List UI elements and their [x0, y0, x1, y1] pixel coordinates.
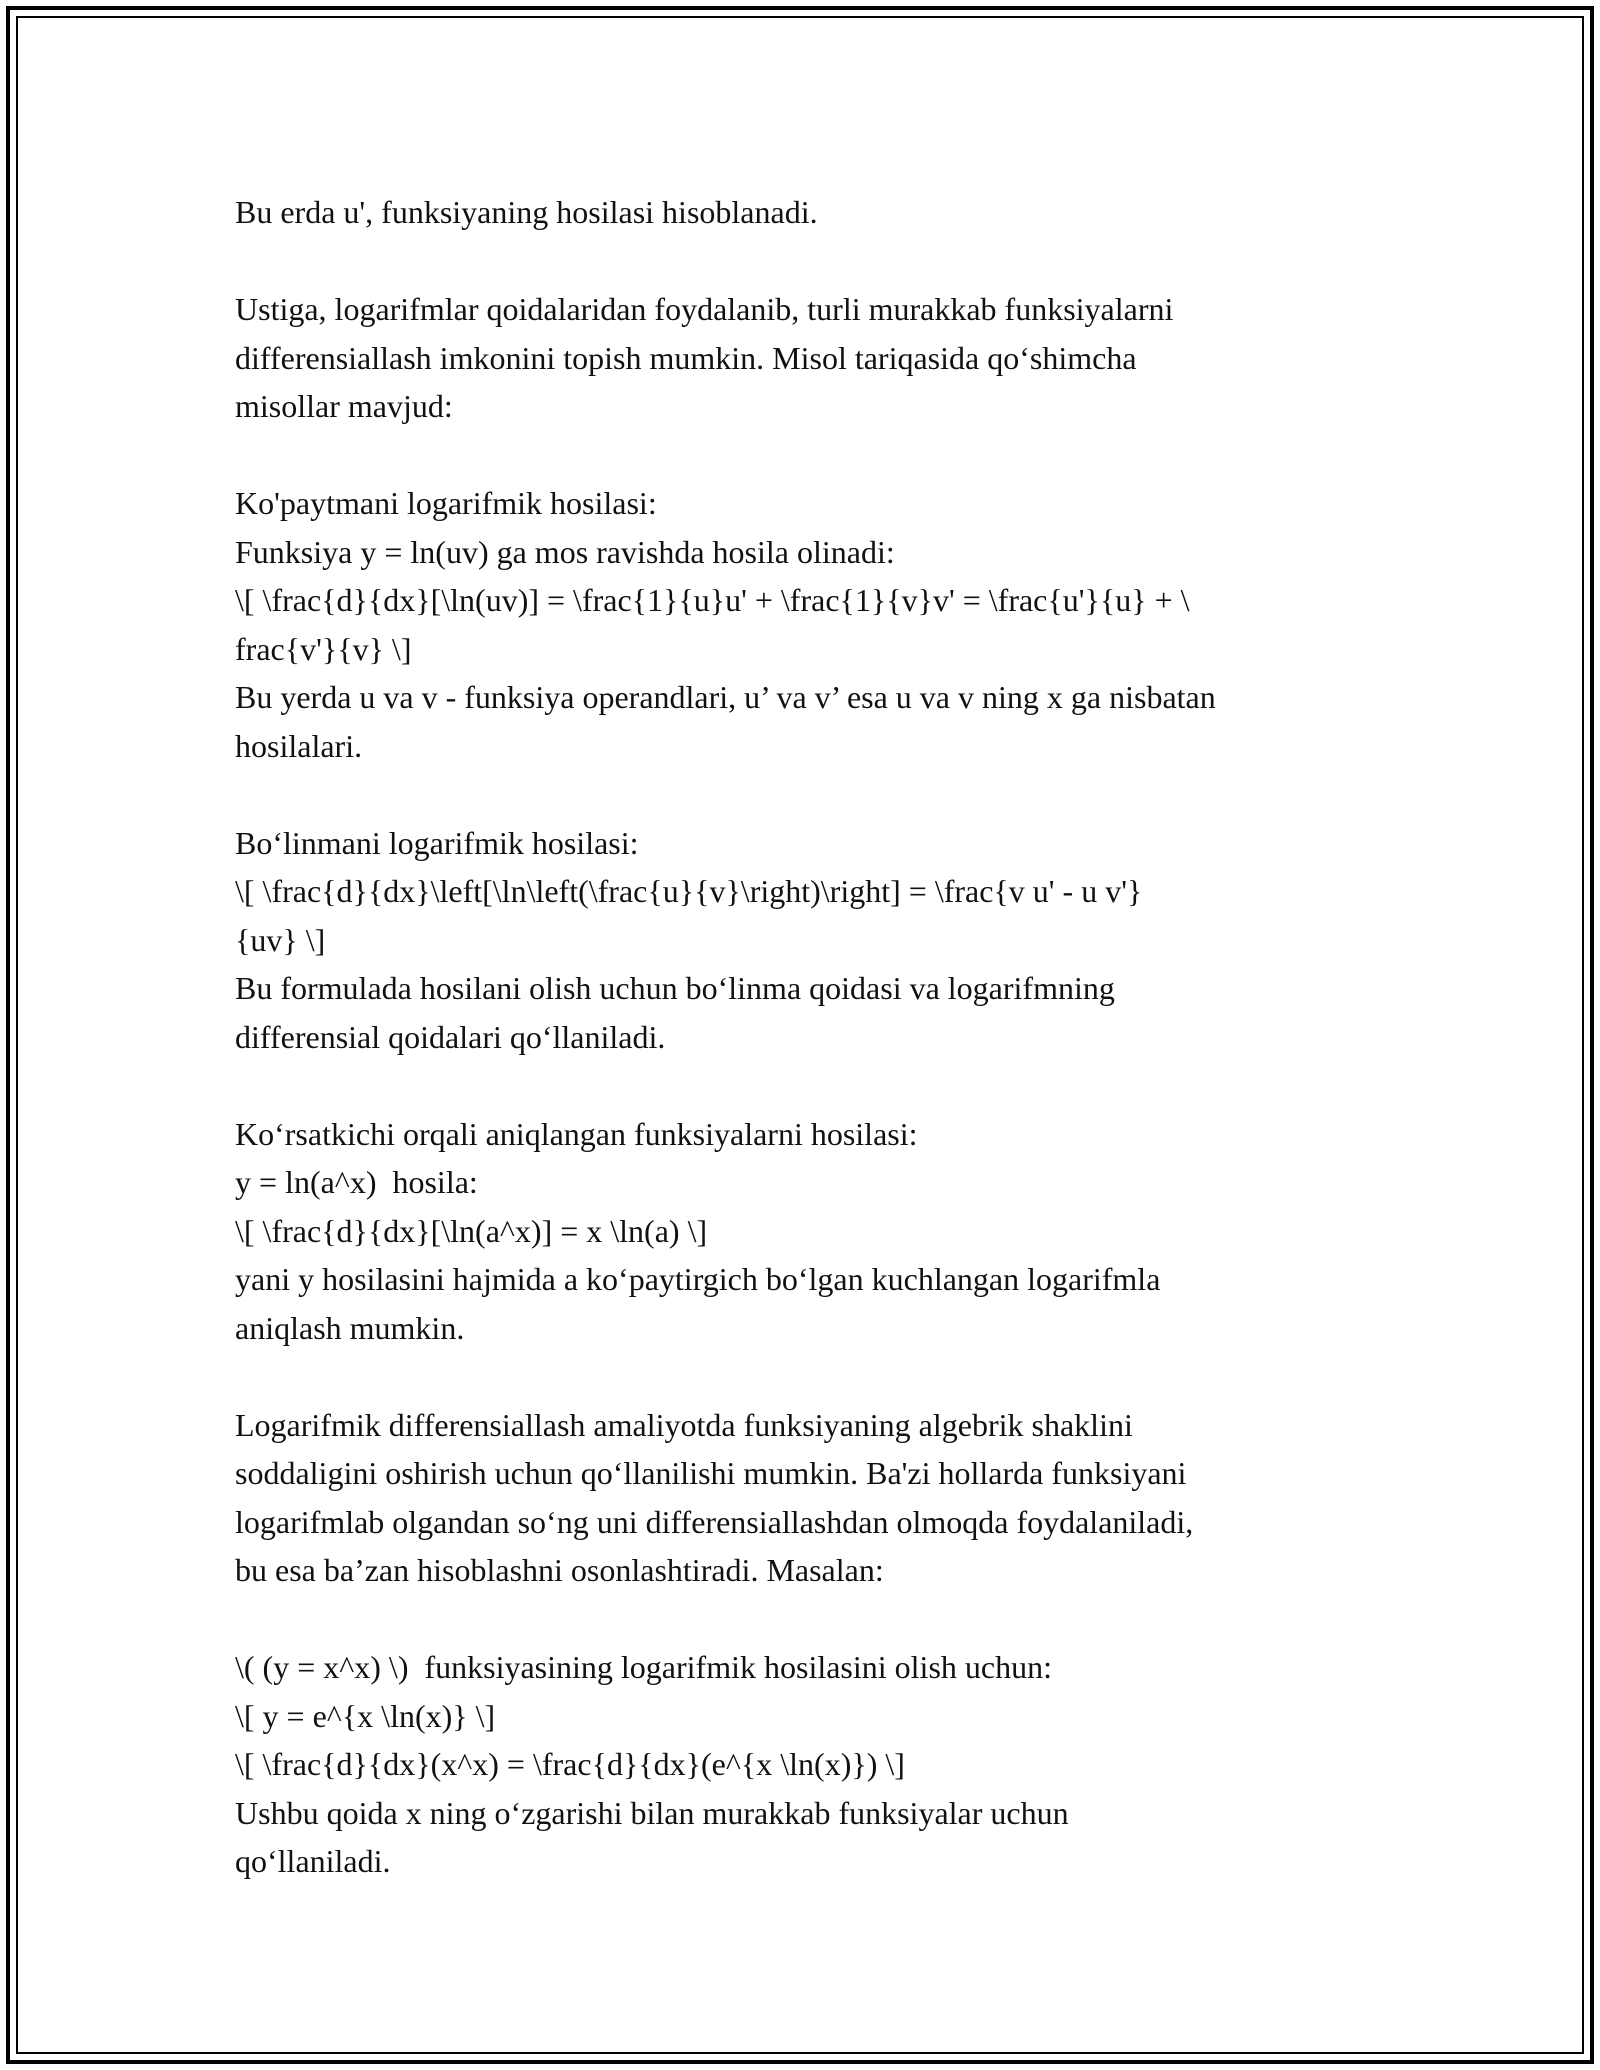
formula-line: \[ \frac{d}{dx}\left[\ln\left(\frac{u}{v}\right)\right] = \frac{v u' - u v'}	[235, 873, 1143, 909]
text-line: soddaligini oshirish uchun qo‘llanilishi mumkin. Ba'zi hollarda funksiyani	[235, 1455, 1187, 1491]
text-line: Ushbu qoida x ning o‘zgarishi bilan murakkab funksiyalar uchun	[235, 1794, 1069, 1831]
paragraph-6	[235, 1401, 1375, 1595]
text-line: y = ln(a^x) hosila:	[235, 1164, 478, 1200]
text-line: qo‘llaniladi.	[235, 1843, 391, 1879]
section-heading: Bo‘linmani logarifmik hosilasi:	[235, 824, 639, 861]
paragraph-2	[235, 285, 1375, 431]
paragraph-1	[235, 188, 1375, 237]
text-line: logarifmlab olgandan so‘ng uni differensiallashdan olmoqda foydalaniladi,	[235, 1503, 1194, 1540]
text-line: \( (y = x^x) \) funksiyasining logarifmik hosilasini olish uchun:	[235, 1649, 1052, 1685]
text-line: Bu erda u', funksiyaning hosilasi hisoblanadi.	[235, 194, 818, 230]
formula-line: {uv} \]	[235, 921, 326, 958]
text-line: hosilalari.	[235, 727, 363, 764]
formula-line: \[ \frac{d}{dx}[\ln(uv)] = \frac{1}{u}u' + \frac{1}{v}v' = \frac{u'}{u} + \	[235, 582, 1190, 618]
section-heading: Ko‘rsatkichi orqali aniqlangan funksiyalarni hosilasi:	[235, 1115, 918, 1152]
text-line: differensiallash imkonini topish mumkin. Misol tariqasida qo‘shimcha	[235, 339, 1137, 376]
text-line: Bu formulada hosilani olish uchun bo‘linma qoidasi va logarifmning	[235, 970, 1115, 1006]
formula-line: \[ \frac{d}{dx}[\ln(a^x)] = x \ln(a) \]	[235, 1212, 708, 1249]
paragraph-gap	[235, 1352, 1375, 1401]
text-line: misollar mavjud:	[235, 388, 453, 424]
paragraph-gap	[235, 770, 1375, 819]
paragraph-3	[235, 479, 1375, 770]
paragraph-gap	[235, 237, 1375, 286]
paragraph-5	[235, 1110, 1375, 1353]
text-line: Ustiga, logarifmlar qoidalaridan foydalanib, turli murakkab funksiyalarni	[235, 291, 1174, 327]
formula-line: \[ \frac{d}{dx}(x^x) = \frac{d}{dx}(e^{x \ln(x)}) \]	[235, 1746, 905, 1782]
text-line: Logarifmik differensiallash amaliyotda funksiyaning algebrik shaklini	[235, 1406, 1133, 1443]
text-line: Funksiya y = ln(uv) ga mos ravishda hosila olinadi:	[235, 533, 895, 570]
paragraph-gap	[235, 431, 1375, 480]
text-line: Bu yerda u va v - funksiya operandlari, u’ va v’ esa u va v ning x ga nisbatan	[235, 679, 1216, 715]
text-line: yani y hosilasini hajmida a ko‘paytirgich bo‘lgan kuchlangan logarifmla	[235, 1261, 1161, 1297]
text-line: aniqlash mumkin.	[235, 1309, 465, 1346]
text-line: bu esa ba’zan hisoblashni osonlashtiradi. Masalan:	[235, 1552, 884, 1588]
text-line: differensial qoidalari qo‘llaniladi.	[235, 1018, 666, 1055]
paragraph-gap	[235, 1061, 1375, 1110]
paragraph-7	[235, 1643, 1375, 1886]
document-body	[235, 188, 1375, 1886]
section-heading: Ko'paytmani logarifmik hosilasi:	[235, 485, 657, 521]
formula-line: frac{v'}{v} \]	[235, 630, 412, 667]
paragraph-gap	[235, 1595, 1375, 1644]
paragraph-4	[235, 819, 1375, 1062]
formula-line: \[ y = e^{x \ln(x)} \]	[235, 1697, 496, 1734]
